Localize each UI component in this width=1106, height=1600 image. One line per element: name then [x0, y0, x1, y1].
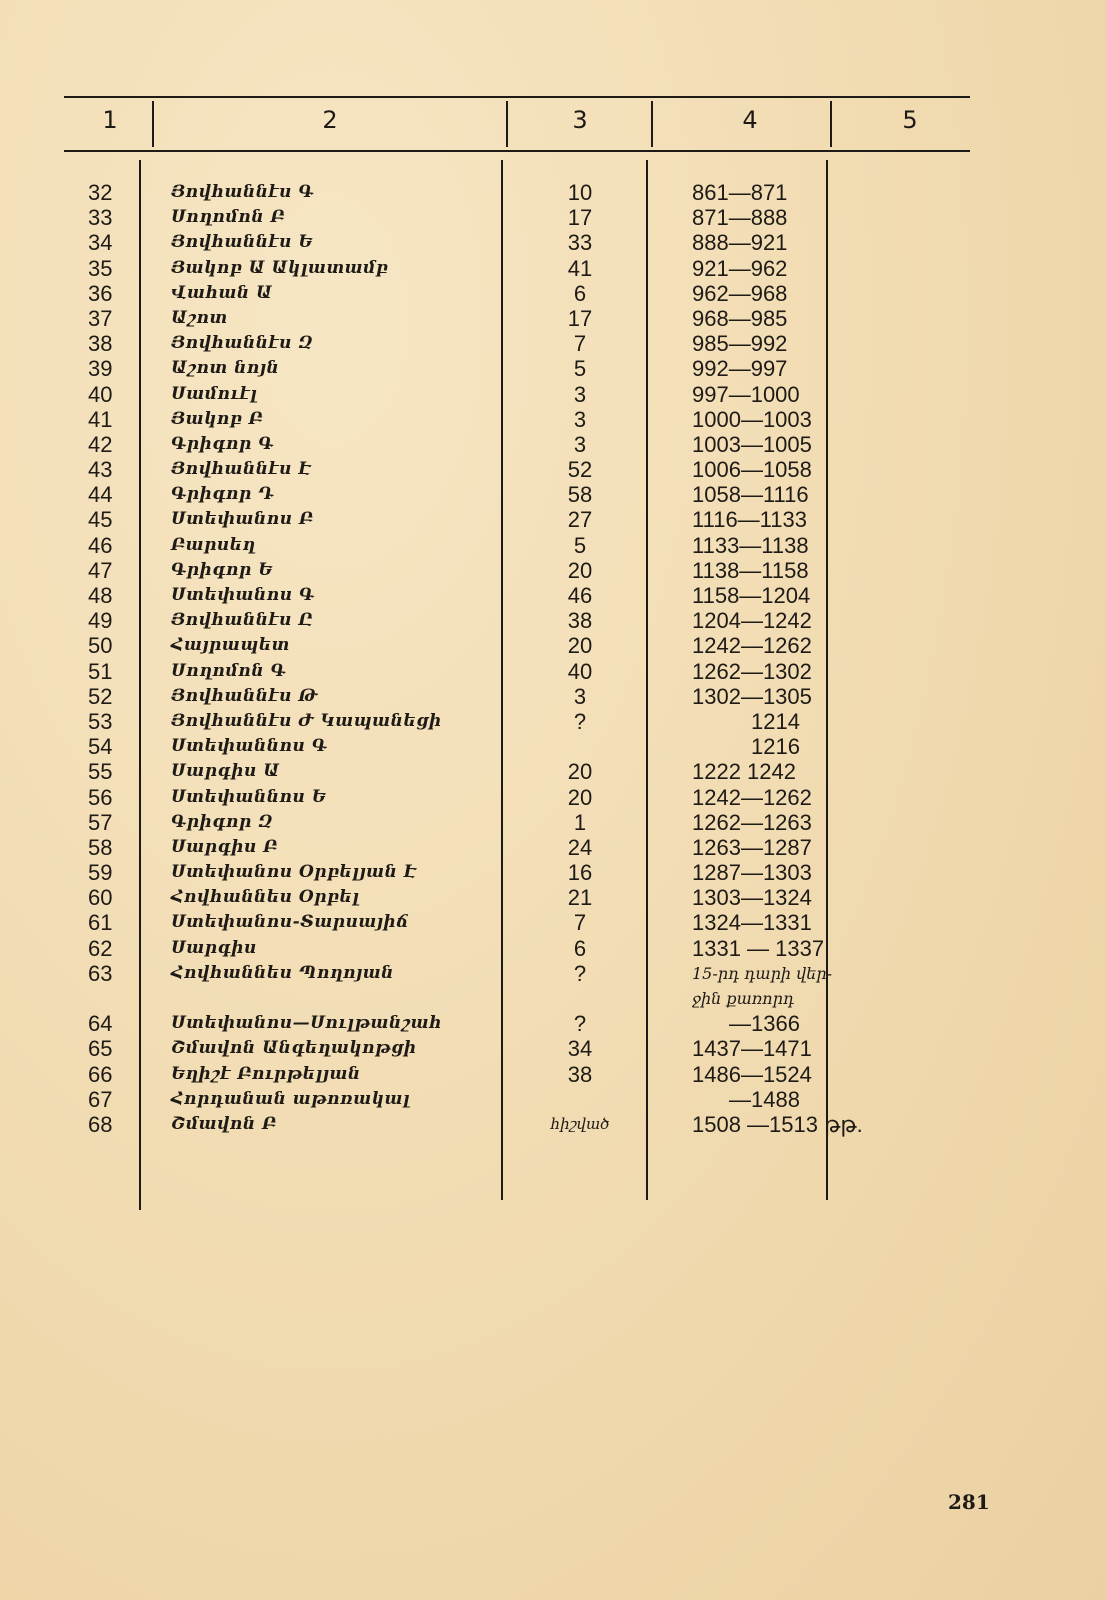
cell-col4-row-13: 1116—1133	[692, 507, 807, 533]
top-rule	[64, 96, 970, 98]
cell-col4-row-35: 1486—1524	[692, 1061, 812, 1087]
cell-col2-row-9: Յակոբ Բ	[171, 408, 264, 429]
cell-col4-row-3: 921—962	[692, 255, 788, 281]
cell-col1-row-34: 65	[88, 1036, 113, 1062]
cell-col4-row-16: 1158—1204	[692, 583, 811, 608]
cell-col3-row-5: 17	[567, 305, 593, 331]
cell-col2-row-16: Ստեփանոս Գ	[171, 585, 315, 605]
cell-col2-row-32	[171, 986, 501, 1011]
cell-col4-row-6: 985—992	[692, 331, 788, 357]
cell-col1-row-27: 59	[88, 860, 113, 886]
column-name	[171, 180, 501, 1137]
cell-col4-row-36: —1488	[729, 1086, 800, 1112]
cell-col4-row-5: 968—985	[692, 305, 788, 331]
cell-col2-row-11: Յովհաննէս Է	[171, 459, 312, 480]
cell-col4-row-19: 1262—1302	[692, 658, 812, 684]
cell-col3-row-30: 6	[573, 935, 587, 961]
cell-col1-row-18: 50	[88, 633, 113, 659]
cell-col2-row-4: Վահան Ա	[171, 282, 273, 303]
cell-col3-row-24: 20	[567, 784, 593, 810]
cell-col2-row-24: Ստեփաննոս Ե	[171, 786, 327, 807]
cell-col2-row-3: Յակոբ Ա Ակլատամբ	[171, 257, 389, 278]
cell-col2-row-33: Ստեփանոս—Սուլթանշահ	[171, 1013, 443, 1034]
cell-col2-row-0: Յովհաննէս Գ	[171, 182, 315, 202]
cell-col4-row-20: 1302—1305	[692, 683, 812, 709]
cell-col3-row-3: 41	[567, 255, 593, 281]
cell-col3-row-20: 3	[573, 683, 587, 709]
cell-col3-row-29: 7	[573, 910, 587, 936]
cell-col4-row-7: 992—997	[692, 356, 788, 382]
cell-col3-row-7: 5	[573, 356, 587, 382]
cell-col2-row-25: Գրիգոր Զ	[171, 811, 273, 832]
cell-col2-row-29: Ստեփանոս-Տարսայիճ	[171, 912, 409, 933]
cell-col3-row-21: ?	[573, 708, 587, 734]
cell-col3-row-10: 3	[573, 431, 587, 457]
cell-col4-row-22: 1216	[751, 734, 800, 760]
cell-col2-row-10: Գրիգոր Գ	[171, 433, 274, 454]
cell-col2-row-14: Բարսեղ	[171, 534, 256, 555]
cell-col3-row-14: 5	[573, 532, 587, 558]
cell-col4-row-8: 997—1000	[692, 381, 800, 407]
cell-col4-row-14: 1133—1138	[692, 532, 809, 558]
cell-col3-row-19: 40	[567, 658, 593, 684]
cell-col4-row-21: 1214	[751, 708, 800, 734]
cell-col1-row-32	[88, 986, 138, 1011]
cell-col3-row-32	[510, 986, 650, 1011]
vline-3	[651, 101, 653, 147]
cell-col4-row-0: 861—871	[692, 180, 788, 205]
cell-col2-row-30: Սարգիս	[171, 937, 257, 958]
cell-col4-row-34: 1437—1471	[692, 1036, 812, 1062]
header-col-3: 3	[572, 106, 588, 134]
vline-2b	[501, 160, 503, 1200]
cell-col1-row-23: 55	[88, 759, 113, 785]
cell-col2-row-8: Սամուէլ	[171, 383, 258, 404]
cell-col4-row-23: 1222 1242	[692, 759, 796, 785]
cell-col2-row-31: Հովհաննես Պողոյան	[171, 962, 394, 983]
cell-col3-row-31: ?	[573, 960, 587, 986]
cell-col1-row-11: 43	[88, 457, 113, 483]
cell-col1-row-35: 66	[88, 1061, 113, 1087]
vline-2	[506, 101, 508, 147]
cell-col4-row-18: 1242—1262	[692, 633, 812, 659]
cell-col2-row-27: Ստեփանոս Օրբելյան Է	[171, 862, 417, 883]
cell-col2-row-28: Հովհաննես Օրբել	[171, 887, 360, 908]
cell-col3-row-27: 16	[567, 860, 593, 886]
cell-col1-row-19: 51	[88, 658, 113, 684]
cell-col3-row-34: 34	[567, 1036, 593, 1062]
cell-col1-row-36: 67	[88, 1086, 113, 1112]
cell-col2-row-6: Յովհաննէս Զ	[171, 333, 313, 354]
cell-col2-row-19: Սողոմոն Գ	[171, 660, 287, 681]
page-number: 281	[948, 1490, 990, 1514]
cell-col1-row-16: 48	[88, 583, 113, 608]
cell-col2-row-18: Հայրապետ	[171, 635, 290, 656]
header-col-5: 5	[902, 106, 918, 134]
cell-col2-row-15: Գրիգոր Ե	[171, 559, 273, 580]
cell-col2-row-34: Շմավոն Անգեղակոթցի	[171, 1038, 417, 1059]
cell-col4-row-33: —1366	[729, 1011, 800, 1037]
cell-col1-row-5: 37	[88, 305, 113, 331]
cell-col4-row-30: 1331 — 1337	[692, 935, 825, 961]
cell-col1-row-31: 63	[88, 960, 113, 986]
cell-col1-row-14: 46	[88, 532, 113, 558]
cell-col1-row-2: 34	[88, 230, 113, 256]
cell-col1-row-21: 53	[88, 708, 113, 734]
column-number	[88, 180, 138, 1137]
header-col-4: 4	[742, 106, 758, 134]
cell-col1-row-8: 40	[88, 381, 113, 407]
cell-col1-row-1: 33	[88, 205, 113, 231]
cell-col3-row-23: 20	[567, 759, 593, 785]
cell-col1-row-3: 35	[88, 255, 113, 281]
cell-col3-row-0: 10	[567, 180, 593, 205]
cell-col3-row-8: 3	[573, 381, 587, 407]
cell-col1-row-24: 56	[88, 784, 113, 810]
cell-col4-row-15: 1138—1158	[692, 557, 809, 583]
cell-col4-row-12: 1058—1116	[692, 482, 809, 508]
cell-col2-row-22: Ստեփաննոս Գ	[171, 736, 328, 757]
cell-col2-row-36: Հորդանան աթոռակալ	[171, 1088, 411, 1109]
cell-col3-row-16: 46	[567, 583, 593, 608]
vline-4	[830, 101, 832, 147]
cell-col4-row-4: 962—968	[692, 280, 788, 306]
cell-col3-row-28: 21	[567, 885, 593, 911]
cell-col1-row-0: 32	[88, 180, 113, 205]
header-col-2: 2	[322, 106, 338, 134]
cell-col3-row-33: ?	[573, 1011, 587, 1037]
cell-col1-row-37: 68	[88, 1111, 113, 1137]
cell-col2-row-37: Շմավոն Բ	[171, 1113, 277, 1134]
header-col-1: 1	[102, 106, 118, 134]
cell-col3-row-2: 33	[567, 230, 593, 256]
cell-col4-row-1: 871—888	[692, 205, 788, 231]
cell-col1-row-22: 54	[88, 734, 113, 760]
cell-col4-row-29: 1324—1331	[692, 910, 812, 936]
cell-col3-row-18: 20	[567, 633, 593, 659]
vline-1	[152, 101, 154, 147]
cell-col4-row-9: 1000—1003	[692, 406, 812, 432]
cell-col1-row-20: 52	[88, 683, 113, 709]
cell-col3-row-6: 7	[573, 331, 587, 357]
header-rule	[64, 150, 970, 152]
cell-col2-row-21: Յովհաննէս Ժ Կապանեցի	[171, 710, 442, 731]
cell-col2-row-26: Սարգիս Բ	[171, 836, 278, 857]
vline-1b	[139, 160, 141, 1210]
cell-col3-row-22	[510, 734, 650, 759]
cell-col2-row-1: Սողոմոն Բ	[171, 207, 286, 228]
cell-col2-row-23: Սարգիս Ա	[171, 761, 280, 782]
cell-col1-row-6: 38	[88, 331, 113, 357]
cell-col3-row-12: 58	[567, 482, 593, 508]
cell-col1-row-9: 41	[88, 406, 113, 432]
cell-col2-row-12: Գրիգոր Դ	[171, 484, 275, 505]
cell-col3-row-9: 3	[573, 406, 587, 432]
cell-col1-row-4: 36	[88, 280, 113, 306]
cell-col1-row-25: 57	[88, 809, 113, 835]
cell-col3-row-13: 27	[567, 507, 593, 533]
cell-col1-row-17: 49	[88, 608, 113, 634]
cell-col3-row-37: հիշված	[550, 1114, 610, 1133]
cell-col3-row-17: 38	[567, 608, 593, 634]
cell-col4-row-24: 1242—1262	[692, 784, 812, 810]
column-period	[660, 180, 863, 1137]
cell-col4-row-17: 1204—1242	[692, 608, 812, 634]
cell-col1-row-33: 64	[88, 1011, 113, 1037]
cell-col2-row-35: Եղիշէ Բուրթելյան	[171, 1063, 361, 1084]
cell-col1-row-28: 60	[88, 885, 113, 911]
cell-col3-row-11: 52	[567, 457, 593, 483]
cell-col4-row-25: 1262—1263	[692, 809, 812, 835]
cell-col1-row-7: 39	[88, 356, 113, 382]
cell-col3-row-1: 17	[567, 205, 593, 231]
cell-col4-row-2: 888—921	[692, 230, 788, 256]
cell-col1-row-15: 47	[88, 557, 113, 583]
column-years	[510, 180, 650, 1137]
cell-col3-row-26: 24	[567, 834, 593, 860]
cell-col3-row-25: 1	[573, 809, 587, 835]
cell-col1-row-13: 45	[88, 507, 113, 533]
cell-col2-row-7: Աշոտ նոյն	[171, 358, 280, 379]
cell-col4-row-31: 15-րդ դարի վեր-	[692, 963, 832, 983]
cell-col4-row-28: 1303—1324	[692, 885, 812, 911]
cell-col1-row-29: 61	[88, 910, 113, 936]
cell-col2-row-13: Ստեփանոս Բ	[171, 509, 314, 530]
cell-col1-row-12: 44	[88, 482, 113, 508]
cell-col4-row-11: 1006—1058	[692, 457, 812, 483]
cell-col2-row-20: Յովհաննէս Թ	[171, 685, 318, 706]
cell-col1-row-26: 58	[88, 834, 113, 860]
cell-col4-row-32: ջին քառորդ	[692, 989, 795, 1008]
cell-col2-row-17: Յովհաննէս Ը	[171, 610, 313, 631]
cell-col3-row-36	[510, 1087, 650, 1112]
cell-col3-row-4: 6	[573, 280, 587, 306]
cell-col3-row-15: 20	[567, 557, 593, 583]
cell-col4-row-37: 1508 —1513 թթ.	[692, 1111, 863, 1137]
cell-col1-row-30: 62	[88, 935, 113, 961]
cell-col1-row-10: 42	[88, 431, 113, 457]
cell-col2-row-5: Աշոտ	[171, 307, 228, 328]
cell-col4-row-26: 1263—1287	[692, 834, 812, 860]
cell-col3-row-35: 38	[567, 1061, 593, 1087]
cell-col4-row-10: 1003—1005	[692, 431, 812, 457]
cell-col4-row-27: 1287—1303	[692, 860, 812, 886]
cell-col2-row-2: Յովհաննէս Ե	[171, 232, 313, 253]
